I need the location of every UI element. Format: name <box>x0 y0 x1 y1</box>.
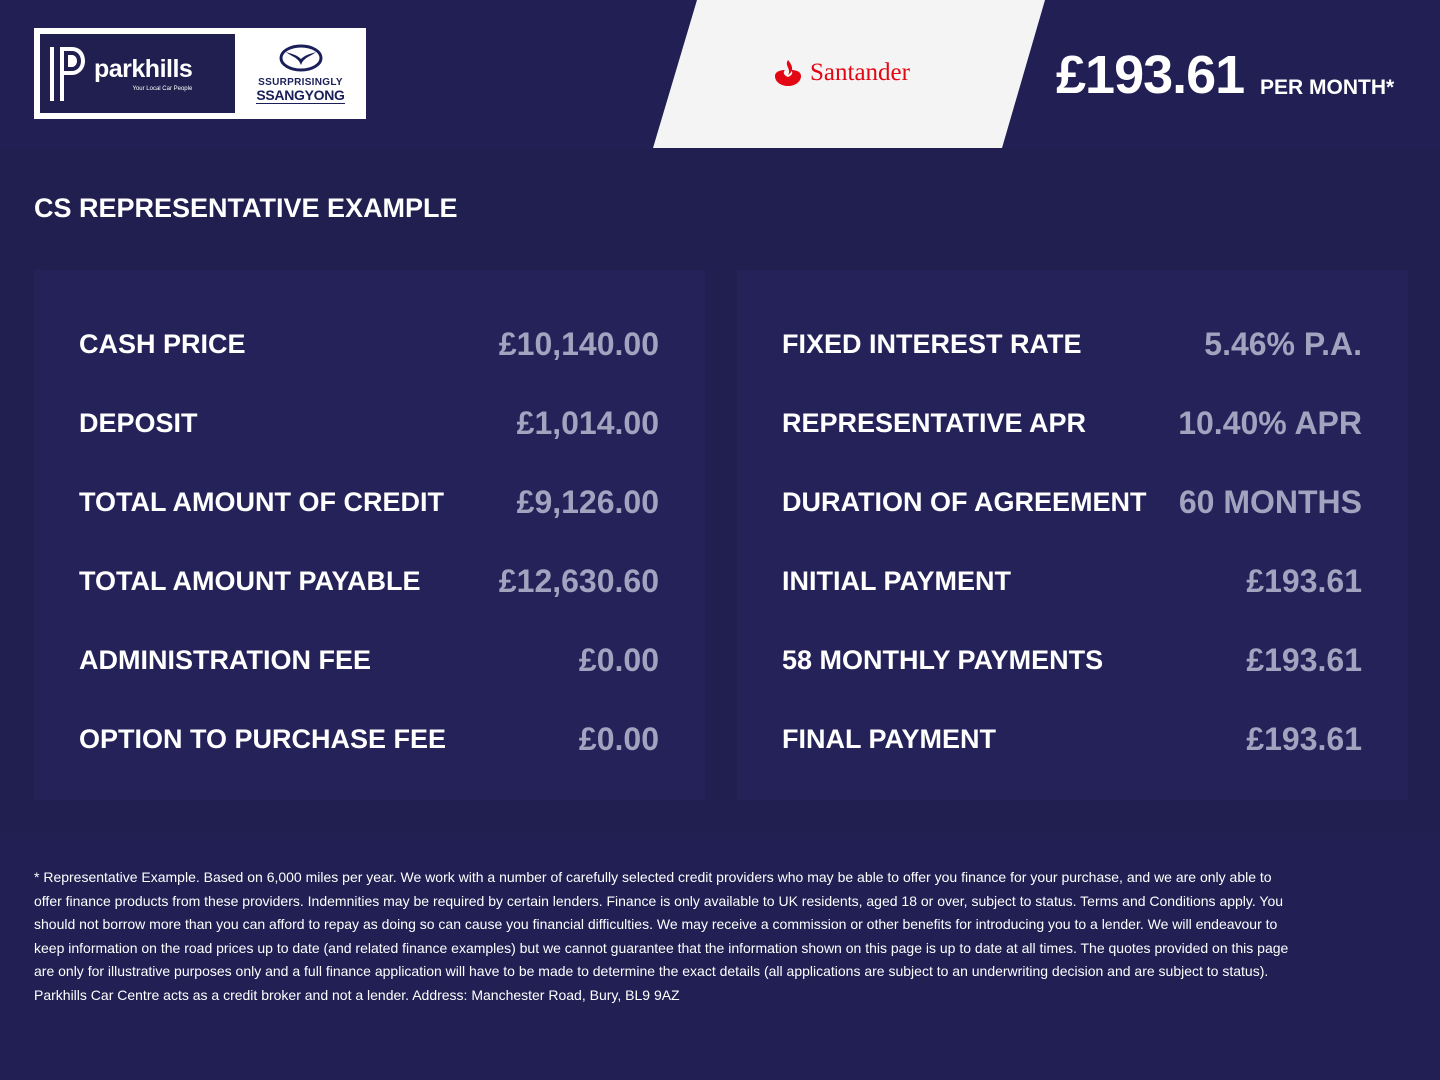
row-value: £193.61 <box>1246 562 1362 599</box>
ssangyong-logo <box>235 28 366 119</box>
row-value: £12,630.60 <box>498 562 659 599</box>
santander-flame-icon <box>772 58 804 88</box>
parkhills-logo <box>40 34 235 113</box>
dealer-name: parkhills <box>94 55 193 83</box>
finance-row <box>79 482 659 522</box>
row-label: ADMINISTRATION FEE <box>79 644 371 675</box>
row-label: DEPOSIT <box>79 407 198 438</box>
finance-row <box>782 640 1362 680</box>
row-label: INITIAL PAYMENT <box>782 565 1012 596</box>
lender-name: Santander <box>810 59 910 86</box>
row-label: CASH PRICE <box>79 328 246 359</box>
row-label: 58 MONTHLY PAYMENTS <box>782 644 1104 675</box>
finance-row <box>782 561 1362 601</box>
finance-row <box>79 403 659 443</box>
dealer-tagline: Your Local Car People <box>132 86 193 92</box>
brand-name: SSANGYONG <box>256 87 345 103</box>
row-label: FINAL PAYMENT <box>782 723 997 754</box>
finance-row <box>782 719 1362 759</box>
finance-row <box>782 482 1362 522</box>
finance-row <box>79 324 659 364</box>
row-value: £193.61 <box>1246 641 1362 678</box>
dealer-logo-box <box>34 28 366 119</box>
parkhills-logo-icon <box>48 43 88 105</box>
monthly-price: £193.61 <box>1056 45 1245 105</box>
row-label: FIXED INTEREST RATE <box>782 328 1082 359</box>
row-value: £0.00 <box>578 641 659 678</box>
finance-panel-left <box>34 270 705 800</box>
per-month-label: PER MONTH* <box>1260 76 1395 99</box>
santander-logo <box>772 58 910 88</box>
row-label: REPRESENTATIVE APR <box>782 407 1087 438</box>
row-value: £10,140.00 <box>498 325 659 362</box>
row-value: £9,126.00 <box>516 483 659 520</box>
row-label: TOTAL AMOUNT OF CREDIT <box>79 486 444 517</box>
row-value: £1,014.00 <box>516 404 659 441</box>
row-value: 10.40% APR <box>1178 404 1362 441</box>
finance-row <box>782 403 1362 443</box>
row-value: 60 MONTHS <box>1178 483 1362 520</box>
finance-row <box>79 719 659 759</box>
row-label: TOTAL AMOUNT PAYABLE <box>79 565 421 596</box>
finance-row <box>79 561 659 601</box>
ssangyong-logo-icon <box>278 43 324 73</box>
finance-row <box>782 324 1362 364</box>
disclaimer-text: * Representative Example. Based on 6,000 miles per year. We work with a number of carefully selected credit providers who may be able to offer you finance for your purchase, and we are only able to offer finance products from these providers. Indemnities may be required by certain lenders. Finance is only available to UK residents, aged 18 or over, subject to status. Terms and Conditions apply. You should not borrow more than you can afford to repay as doing so can cause you financial difficulties. We may receive a commission or other benefits for introducing you to a lender. We will endeavour to keep information on the road prices up to date (and related finance examples) but we cannot guarantee that the information shown on this page is up to date at all times. The quotes provided on this page are only for illustrative purposes only and a full finance application will have to be made to determine the exact details (all applications are subject to an underwriting decision and are subject to status). Parkhills Car Centre acts as a credit broker and not a lender. Address: Manchester Road, Bury, BL9 9AZ <box>34 869 1289 1003</box>
finance-panel-right <box>737 270 1408 800</box>
row-label: DURATION OF AGREEMENT <box>782 486 1147 517</box>
brand-slogan: SSURPRISINGLY <box>258 77 343 88</box>
row-value: 5.46% P.A. <box>1204 325 1362 362</box>
page-title: CS REPRESENTATIVE EXAMPLE <box>34 193 458 223</box>
finance-row <box>79 640 659 680</box>
row-label: OPTION TO PURCHASE FEE <box>79 723 447 754</box>
row-value: £0.00 <box>578 720 659 757</box>
row-value: £193.61 <box>1246 720 1362 757</box>
